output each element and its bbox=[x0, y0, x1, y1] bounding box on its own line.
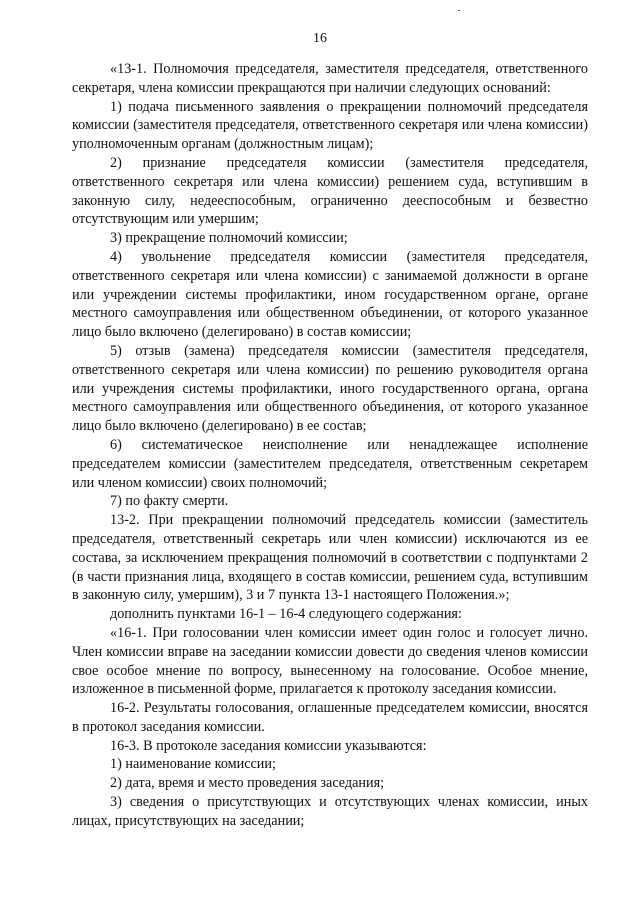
paragraph-13-1-item-5: 5) отзыв (замена) председателя комиссии (заместителя председателя, ответственного секретаря или члена комиссии) по решению руководителя органа или учреждения системы профилактики, иного государственного органа, органа местного самоуправления или общественного объединения, от которого указанное лицо было включено (делегировано) в ее состав; bbox=[72, 342, 588, 435]
paragraph-16-1: «16-1. При голосовании член комиссии имеет один голос и голосует лично. Член комиссии вправе на заседании комиссии довести до сведения членов комиссии свое особое мнение по вопросу, вынесенному на голосование. Особое мнение, изложенное в письменной форме, прилагается к протоколу заседания комиссии. bbox=[72, 624, 588, 698]
paragraph-16-3: 16-3. В протоколе заседания комиссии указываются: bbox=[110, 737, 427, 754]
paragraph-13-1-item-2: 2) признание председателя комиссии (заместителя председателя, ответственного секретаря или члена комиссии) решением суда, вступившим в законную силу, недееспособным, ограниченно дееспособным и безвестно отсутствующим или умершим; bbox=[72, 154, 588, 228]
paragraph-13-2: 13-2. При прекращении полномочий председатель комиссии (заместитель председателя, ответственный секретарь или член комиссии) исключаются из ее состава, за исключением прекращения полномочий в соответствии с подпунктами 2 (в части признания лица, входящего в состав комиссии, решением суда, вступившим в законную силу, умершим), 3 и 7 пункта 13-1 настоящего Положения.»; bbox=[72, 512, 588, 604]
paragraph-13-1: «13-1. Полномочия председателя, заместителя председателя, ответственного секретаря, члена комиссии прекращаются при наличии следующих оснований: bbox=[72, 61, 588, 96]
paragraph-16-3-item-2: 2) дата, время и место проведения заседания; bbox=[110, 775, 385, 792]
paragraph-amendment-intro: дополнить пунктами 16-1 – 16-4 следующего содержания: bbox=[110, 606, 462, 623]
paragraph-13-1-item-1: 1) подача письменного заявления о прекращении полномочий председателя комиссии (заместителя председателя, ответственного секретаря или члена комиссии) уполномоченным органам (должностным лицам); bbox=[72, 98, 588, 153]
paragraph-13-1-item-6: 6) систематическое неисполнение или ненадлежащее исполнение председателем комиссии (заместителем председателя, ответственным секретарем или членом комиссии) своих полномочий; bbox=[72, 436, 588, 491]
paragraph-16-3-item-1: 1) наименование комиссии; bbox=[110, 756, 276, 773]
paragraph-16-3-item-3: 3) сведения о присутствующих и отсутствующих членах комиссии, иных лицах, присутствующих на заседании; bbox=[72, 794, 588, 829]
paragraph-13-1-item-4: 4) увольнение председателя комиссии (заместителя председателя, ответственного секретаря или члена комиссии) с занимаемой должности в органе или учреждении системы профилактики, ином государственном органе, органе местного самоуправления или общественном объединении, от которого указанное лицо было включено (делегировано) в состав комиссии; bbox=[72, 248, 588, 341]
paragraph-16-2: 16-2. Результаты голосования, оглашенные председателем комиссии, вносятся в протокол заседания комиссии. bbox=[72, 700, 588, 735]
scan-speck bbox=[458, 10, 460, 11]
paragraph-13-1-item-3: 3) прекращение полномочий комиссии; bbox=[110, 230, 348, 247]
document-body bbox=[72, 60, 588, 831]
page-number: 16 bbox=[313, 31, 327, 46]
paragraph-13-1-item-7: 7) по факту смерти. bbox=[110, 493, 229, 510]
